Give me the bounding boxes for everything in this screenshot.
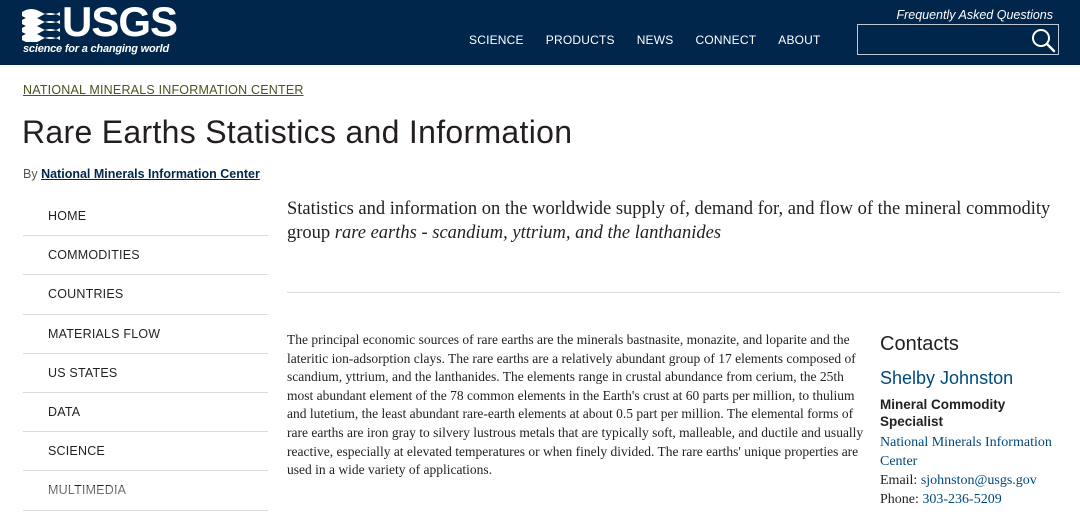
usgs-waves-icon	[22, 6, 60, 42]
search-box	[857, 24, 1059, 55]
lead-text: Statistics and information on the worldwide supply of, demand for, and flow of the mineral commodity group	[287, 199, 1051, 243]
usgs-logo[interactable]	[22, 0, 178, 58]
sidebar-item-label: US STATES	[48, 365, 118, 380]
sidebar-item-data[interactable]	[23, 393, 268, 432]
divider	[287, 292, 1060, 293]
sidebar-item-label: SCIENCE	[48, 444, 105, 459]
breadcrumb[interactable]: NATIONAL MINERALS INFORMATION CENTER	[23, 83, 304, 97]
sidebar-item-label: COUNTRIES	[48, 287, 124, 302]
nav-connect[interactable]: CONNECT	[695, 33, 757, 47]
sidebar-nav	[23, 197, 268, 511]
nav-about[interactable]: ABOUT	[778, 33, 821, 47]
email-label: Email:	[880, 473, 918, 488]
search-input[interactable]	[858, 25, 1030, 54]
contacts-heading: Contacts	[880, 333, 959, 355]
contacts-panel	[880, 331, 1070, 509]
phone-link[interactable]: 303-236-5209	[922, 492, 1002, 507]
sidebar-item-countries[interactable]	[23, 275, 268, 314]
logo-tagline: science for a changing world	[23, 43, 169, 55]
sidebar-item-label: MULTIMEDIA	[48, 483, 127, 498]
nav-news[interactable]: NEWS	[636, 33, 674, 47]
phone-label: Phone:	[880, 492, 919, 507]
faq-link[interactable]: Frequently Asked Questions	[896, 8, 1053, 22]
contact-email	[880, 471, 1070, 490]
byline-author-link[interactable]: National Minerals Information Center	[41, 167, 260, 181]
sidebar-item-science[interactable]	[23, 432, 268, 471]
logo-wordmark: USGS	[62, 0, 178, 45]
contact-role: Mineral Commodity Specialist	[880, 397, 1006, 429]
byline	[23, 167, 260, 181]
sidebar-item-label: COMMODITIES	[48, 248, 140, 263]
email-link[interactable]: sjohnston@usgs.gov	[920, 473, 1037, 488]
sidebar-item-label: DATA	[48, 405, 81, 420]
page-title: Rare Earths Statistics and Information	[22, 114, 573, 150]
sidebar-item-label: MATERIALS FLOW	[48, 326, 161, 341]
main-nav	[458, 33, 832, 47]
nav-science[interactable]: SCIENCE	[469, 33, 524, 47]
watermark-overlay-icon	[4, 478, 144, 512]
sidebar-item-commodities[interactable]	[23, 236, 268, 275]
sidebar-item-home[interactable]	[23, 197, 268, 236]
sidebar-item-us-states[interactable]	[23, 354, 268, 393]
lead-italic-text: rare earths - scandium, yttrium, and the lanthanides	[334, 223, 722, 243]
byline-prefix: By	[23, 167, 38, 181]
lead-paragraph	[287, 197, 1057, 245]
search-icon[interactable]	[1030, 27, 1056, 53]
contact-phone	[880, 490, 1070, 509]
sidebar-item-label: HOME	[48, 209, 87, 224]
site-header	[0, 0, 1080, 65]
sidebar-item-materials-flow[interactable]	[23, 315, 268, 354]
nav-products[interactable]: PRODUCTS	[545, 33, 615, 47]
body-paragraph: The principal economic sources of rare earths are the minerals bastnasite, monazite, and loparite and the lateritic ion-adsorption clays. The rare earths are a relatively abundant group of 17 elements composed of scandium, yttrium, and the lanthanides. The elements range in crustal abundance from cerium, the 25th most abundant element of the 78 common elements in the Earth's crust at 60 parts per million, to thulium and lutetium, the least abundant rare-earth elements at about 0.5 part per million. The elemental forms of rare earths are iron gray to silvery lustrous metals that are typically soft, malleable, and ductile and usually reactive, especially at elevated temperatures or when finely divided. The rare earths' unique properties are used in a wide variety of applications.	[287, 332, 864, 478]
contact-name-link[interactable]: Shelby Johnston	[880, 368, 1014, 388]
contact-org[interactable]: National Minerals Information Center	[880, 435, 1052, 469]
